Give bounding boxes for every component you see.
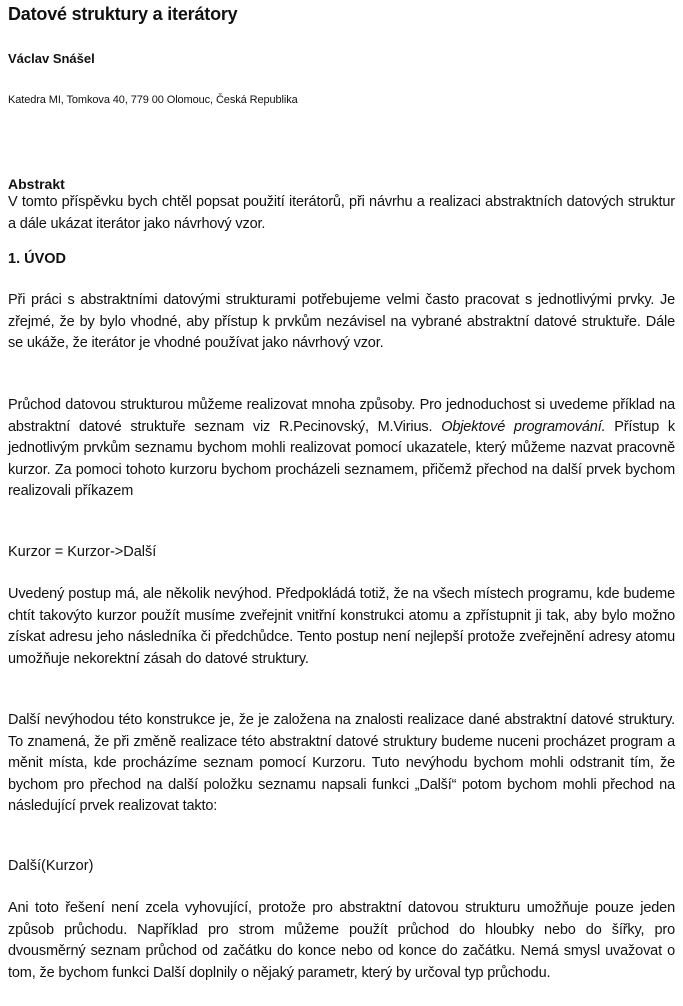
paper-author: Václav Snášel <box>8 51 95 66</box>
paragraph-2-text-end: Přístup k jednotlivým prvkům seznamu bychom mohli realizovat pomocí ukazatele, který můžeme nazvat pracovně kurzor. Za pomoci tohoto kurzoru bychom procházeli seznamem, přičemž přechod na další prvek bychom realizovali příkazem <box>8 418 676 500</box>
paragraph-1: Při práci s abstraktními datovými strukturami potřebujeme velmi často pracovat s jednotlivými prvky. Je zřejmé, že by bylo vhodné, aby přístup k prvkům nezávisel na vybrané abstraktní datové struktuře. Dále se ukáže, že iterátor je vhodné používat jako návrhový vzor. <box>8 292 675 352</box>
code-line-kurzor: Kurzor = Kurzor->Další <box>8 544 157 560</box>
section-heading-uvod: 1. ÚVOD <box>8 251 67 267</box>
paragraph-5: Ani toto řešení není zcela vyhovující, protože pro abstraktní datovou strukturu umožňuje pouze jeden způsob průchodu. Například pro strom můžeme použít průchod do hloubky nebo do šířky, pro dvousměrný seznam průchod od začátku do konce nebo od konce do začátku. Nemá smysl uvažovat o tom, že bychom funkci Další doplnily o nějaký parametr, který by určoval typ průchodu. <box>8 900 675 981</box>
abstract-heading: Abstrakt <box>8 176 65 192</box>
abstract-text: V tomto příspěvku bych chtěl popsat použití iterátorů, při návrhu a realizaci abstraktních datových struktur a dále ukázat iterátor jako návrhový vzor. <box>8 194 675 232</box>
paragraph-2-citation-title: Objektové programování. <box>441 418 606 435</box>
paper-title: Datové struktury a iterátory <box>8 4 238 24</box>
paragraph-2 <box>8 395 675 503</box>
paper-affiliation: Katedra MI, Tomkova 40, 779 00 Olomouc, Česká Republika <box>8 94 298 106</box>
paragraph-2-text-start: Průchod datovou strukturou můžeme realizovat mnoha způsoby. Pro jednoduchost si uvedeme příklad na abstraktní datové struktuře seznam viz R.Pecinovský, M.Virius. <box>8 397 675 435</box>
paragraph-4: Další nevýhodou této konstrukce je, že je založena na znalosti realizace dané abstraktní datové struktury. To znamená, že při změně realizace této abstraktní datové struktury budeme nuceni procházet program a měnit místa, kde procházíme seznam pomocí Kurzoru. Tuto nevýhodu bychom mohli odstranit tím, že bychom pro přechod na další položku seznamu napsali funkci „Další“ potom bychom mohli přechod na následující prvek realizovat takto: <box>8 712 675 815</box>
paragraph-3: Uvedený postup má, ale několik nevýhod. Předpokládá totiž, že na všech místech programu, kde budeme chtít takovýto kurzor použít musíme zveřejnit vnitřní konstrukci atomu a zpřístupnit ji tak, aby bylo možno získat adresu jeho následníka či předchůdce. Tento postup není nejlepší protože zveřejnění adresy atomu umožňuje nekorektní zásah do datové struktury. <box>8 586 675 667</box>
code-line-dalsi: Další(Kurzor) <box>8 858 94 874</box>
